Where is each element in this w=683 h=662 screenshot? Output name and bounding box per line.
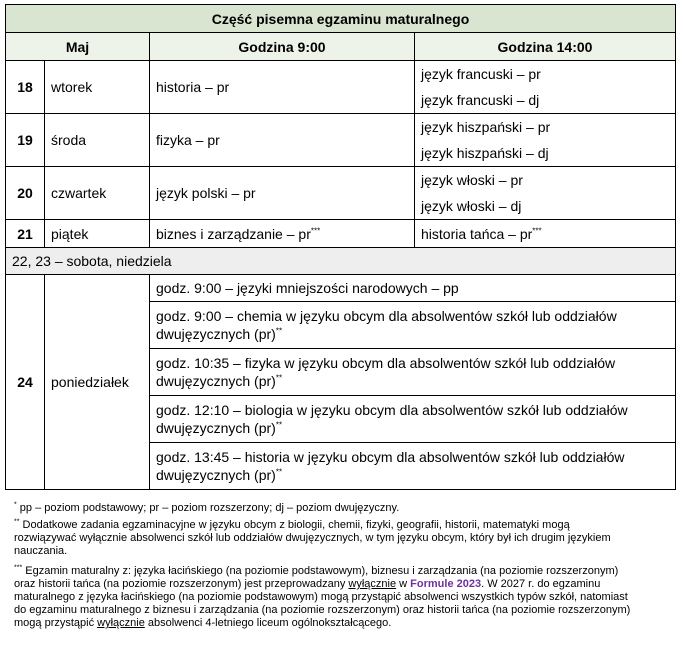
afternoon-exams [415, 61, 676, 114]
afternoon-exam: język włoski – dj [421, 198, 522, 214]
footnote-formula [14, 565, 634, 630]
afternoon-exam: język hiszpański – pr [421, 119, 551, 135]
footnote-ref: ** [275, 326, 283, 336]
table-row [6, 275, 676, 302]
footnote-text: absolwenci 4-letniego liceum ogólnokształcącego. [144, 617, 392, 629]
morning-exam [150, 220, 415, 248]
afternoon-exam-label: historia tańca – pr [421, 225, 533, 242]
morning-exam: język polski – pr [150, 167, 415, 220]
footnote-bilingual [14, 519, 614, 558]
afternoon-exams [415, 167, 676, 220]
exam-slot [150, 275, 676, 302]
exam-slot-label: godz. 13:45 – historia w języku obcym dla absolwentów szkół lub oddziałów dwujęzycznych (pr) [156, 449, 625, 483]
day-number: 20 [6, 167, 45, 220]
exam-slot [150, 349, 676, 396]
day-number: 18 [6, 61, 45, 114]
footnote-levels [14, 502, 654, 515]
weekday: wtorek [45, 61, 150, 114]
exam-slot-label: godz. 9:00 – języki mniejszości narodowych – pp [156, 280, 459, 296]
exam-slot [150, 302, 676, 349]
table-row [6, 114, 676, 167]
footnote-ref: ** [275, 420, 283, 430]
footnote-ref: ** [275, 467, 283, 477]
header-month: Maj [6, 33, 150, 61]
day-number: 19 [6, 114, 45, 167]
header-morning: Godzina 9:00 [150, 33, 415, 61]
afternoon-exam: język hiszpański – dj [421, 145, 549, 161]
footnote-mark: ** [14, 518, 20, 526]
exam-slot [150, 443, 676, 490]
footnote-text: Dodatkowe zadania egzaminacyjne w języku obcym z biologii, chemii, fizyki, geografii, historii, matematyki mogą rozwiązywać wyłącznie absolwenci szkół lub oddziałów dwujęzycznych, w tym języku obcym, który był ich drugim językiem nauczania. [14, 519, 611, 557]
footnote-ref: *** [532, 225, 542, 235]
exam-slot [150, 396, 676, 443]
footnote-mark: *** [14, 564, 23, 572]
morning-exam: historia – pr [150, 61, 415, 114]
afternoon-exam [415, 220, 676, 248]
table-row [6, 61, 676, 114]
weekday: środa [45, 114, 150, 167]
footnote-ref: ** [275, 373, 283, 383]
exam-slot-label: godz. 9:00 – chemia w języku obcym dla absolwentów szkół lub oddziałów dwujęzycznych (pr) [156, 308, 617, 342]
footnote-text: . W 2027 r. do egzaminu maturalnego z języka łacińskiego (na poziomie podstawowym) mogą przystąpić absolwenci wszystkich typów szkół, natomiast do egzaminu maturalnego z biznesu i zarządzania (na poziomie rozszerzonym) oraz historii tańca (na poziomie rozszerzonym) mogą przystąpić [14, 578, 631, 629]
formula-highlight: Formule 2023 [410, 578, 482, 590]
afternoon-exam: język francuski – pr [421, 66, 541, 82]
emphasis-underline: wyłącznie [97, 617, 145, 629]
emphasis-underline: wyłącznie [348, 578, 397, 590]
footnote-mark: * [14, 501, 17, 509]
weekend-row: 22, 23 – sobota, niedziela [6, 248, 676, 275]
footnote-text: Egzamin maturalny z: języka łacińskiego (na poziomie podstawowym), biznesu i zarządzania (na poziomie rozszerzonym) oraz historii tańca (na poziomie rozszerzonym) jest przeprowadzany [14, 565, 619, 590]
weekday: czwartek [45, 167, 150, 220]
table-row [6, 220, 676, 248]
afternoon-exams [415, 114, 676, 167]
header-afternoon: Godzina 14:00 [415, 33, 676, 61]
footnote-ref: *** [310, 225, 321, 235]
exam-schedule-table [5, 4, 676, 490]
day-number: 21 [6, 220, 45, 248]
day-number: 24 [6, 275, 45, 490]
footnote-text: pp – poziom podstawowy; pr – poziom rozszerzony; dj – poziom dwujęzyczny. [19, 502, 400, 514]
exam-slot-label: godz. 10:35 – fizyka w języku obcym dla absolwentów szkół lub oddziałów dwujęzycznych (pr) [156, 355, 616, 389]
afternoon-exam: język francuski – dj [421, 92, 540, 108]
table-title: Część pisemna egzaminu maturalnego [6, 5, 676, 33]
footnote-text: w [396, 578, 411, 590]
morning-exam: fizyka – pr [150, 114, 415, 167]
weekday: piątek [45, 220, 150, 248]
morning-exam-label: biznes i zarządzanie – pr [156, 225, 311, 242]
table-row [6, 167, 676, 220]
weekday: poniedziałek [45, 275, 150, 490]
afternoon-exam: język włoski – pr [421, 172, 523, 188]
exam-slot-label: godz. 12:10 – biologia w języku obcym dla absolwentów szkół lub oddziałów dwujęzycznych (pr) [156, 402, 628, 436]
